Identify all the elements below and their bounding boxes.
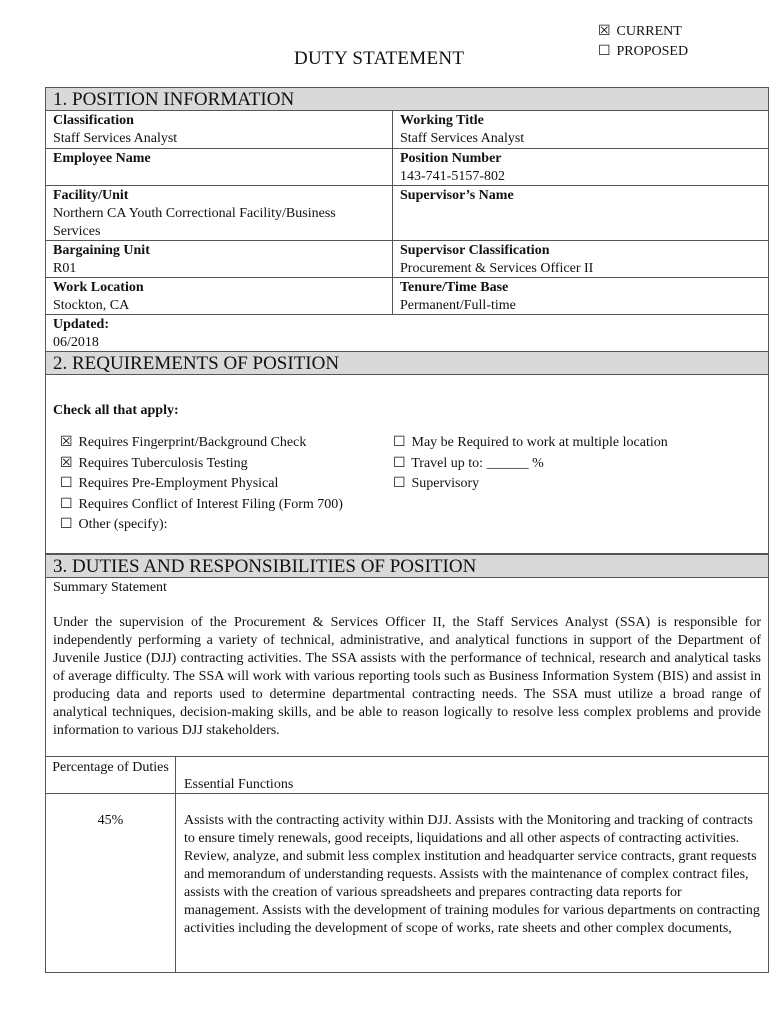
status-current[interactable] [598,22,688,42]
essential-functions-table [46,756,768,972]
duties-panel [45,578,769,973]
working-title-value: Staff Services Analyst [400,131,525,146]
requirement-checkbox[interactable]: ☐ [60,476,73,491]
requirement-label: Requires Conflict of Interest Filing (Form 700) [78,496,343,512]
requirement-label: Requires Tuberculosis Testing [78,455,248,471]
requirement-checkbox[interactable]: ☐ [393,435,406,450]
requirement-label: Travel up to: ______ % [411,455,544,471]
proposed-checkbox[interactable]: ☐ [598,44,611,59]
section3-heading: 3. DUTIES AND RESPONSIBILITIES OF POSITION [45,554,769,578]
tenure-value: Permanent/Full-time [400,298,516,313]
position-number-label: Position Number [400,151,502,166]
check-all-label: Check all that apply: [53,403,179,418]
summary-statement: Under the supervision of the Procurement & Services Officer II, the Staff Services Analyst (SSA) is responsible for independently performing a variety of technical, administrative, and analytical functions in support of the Department of Juvenile Justice (DJJ) contracting activities. The SSA assists with the performance of technical, research and analytical tasks of average difficulty. The SSA will work with various reporting tools such as Business Information System (BIS) and assist in producing data and reports used to determine departmental contracting needs. The SSA must utilize a broad range of analytical techniques, decision-making skills, and be able to reason logically to resolve less complex problems and provide information to various DJJ stakeholders. [53,615,761,738]
updated-label: Updated: [53,317,110,332]
requirements-panel [45,375,769,554]
current-checkbox[interactable]: ☒ [598,24,611,39]
requirement-checkbox[interactable]: ☒ [60,455,73,471]
requirements-left-list [60,433,343,536]
working-title-label: Working Title [400,113,484,128]
requirement-checkbox[interactable]: ☒ [60,435,73,450]
classification-value: Staff Services Analyst [53,131,178,146]
facility-value: Northern CA Youth Correctional Facility/Business Services [53,206,336,239]
section1-heading: 1. POSITION INFORMATION [45,87,769,111]
position-info-grid [45,111,769,351]
function-description: Assists with the contracting activity within DJJ. Assists with the Monitoring and tracking of contracts to ensure timely renewals, good receipts, liquidations and all other aspects of contracting activities. Review, analyze, and submit less complex institution and headquarter service contracts, grant requests and memorandum of understanding requests. Assists with the maintenance of complex contract files, assists with the creation of various spreadsheets and prepares contracting data reports for management. Assists with the development of training modules for various departments on contracting activities including the development of scope of works, rate sheets and other complex documents, [184,813,760,936]
facility-label: Facility/Unit [53,188,129,203]
classification-label: Classification [53,113,134,128]
proposed-label: PROPOSED [616,44,689,59]
updated-value: 06/2018 [53,335,99,350]
bargaining-unit-label: Bargaining Unit [53,243,150,258]
requirement-item[interactable] [60,474,343,495]
requirement-label: Requires Pre-Employment Physical [78,476,279,491]
employee-name-label: Employee Name [53,151,151,166]
requirements-right-list [393,433,668,495]
requirement-item[interactable] [60,515,343,536]
status-checkboxes [598,22,688,62]
essential-functions-header: Essential Functions [176,757,768,794]
supervisor-classification-value: Procurement & Services Officer II [400,261,594,276]
requirement-item[interactable] [60,433,343,454]
duty-statement-form [45,87,769,973]
requirement-label: Requires Fingerprint/Background Check [78,435,307,450]
requirement-label: Other (specify): [78,517,168,532]
current-label: CURRENT [616,24,682,39]
requirement-label: May be Required to work at multiple location [411,435,668,450]
work-location-label: Work Location [53,280,144,295]
bargaining-unit-value: R01 [53,261,77,276]
requirement-checkbox[interactable]: ☐ [60,496,73,512]
requirement-item[interactable] [393,474,668,495]
requirement-label: Supervisory [411,476,480,491]
requirement-item[interactable] [393,433,668,454]
supervisor-classification-label: Supervisor Classification [400,243,550,258]
function-percentage: 45% [97,813,124,828]
summary-label: Summary Statement [53,580,167,595]
supervisor-name-label: Supervisor’s Name [400,188,514,203]
section2-heading: 2. REQUIREMENTS OF POSITION [45,351,769,375]
document-title: DUTY STATEMENT [294,48,465,69]
tenure-label: Tenure/Time Base [400,280,509,295]
requirement-checkbox[interactable]: ☐ [393,455,406,471]
position-number-value: 143-741-5157-802 [400,169,505,184]
requirement-item[interactable] [60,454,343,475]
requirement-checkbox[interactable]: ☐ [393,476,406,491]
status-proposed[interactable] [598,42,688,62]
percentage-column-header: Percentage of Duties [46,757,175,794]
requirement-item[interactable] [393,454,668,475]
work-location-value: Stockton, CA [53,298,130,313]
requirement-item[interactable] [60,495,343,516]
requirement-checkbox[interactable]: ☐ [60,517,73,532]
